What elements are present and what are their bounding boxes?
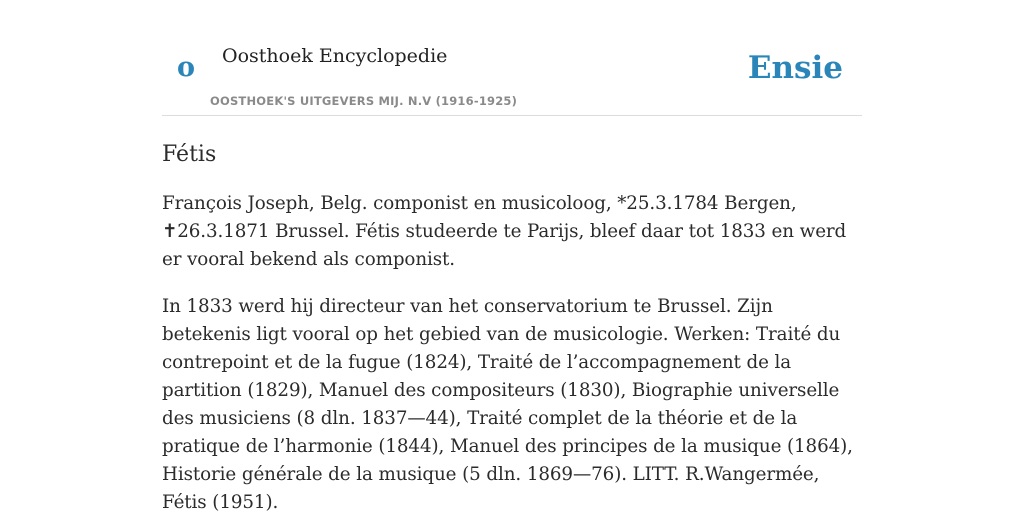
source-logo[interactable]: o: [177, 52, 196, 83]
source-title-link[interactable]: Oosthoek Encyclopedie: [222, 45, 448, 67]
source-publisher: OOSTHOEK'S UITGEVERS MIJ. N.V (1916-1925): [210, 94, 518, 108]
encyclopedia-card: [162, 0, 862, 517]
entry-paragraph: In 1833 werd hij directeur van het conservatorium te Brussel. Zijn betekenis ligt vooral op het gebied van de musicologie. Werken: Traité du contrepoint et de la fugue (1824), Traité de l’accompagnement de la partition (1829), Manuel des compositeurs (1830), Biographie universelle des musiciens (8 dln. 1837—44), Traité complet de la théorie et de la pratique de l’harmonie (1844), Manuel des principes de la musique (1864), Historie générale de la musique (5 dln. 1869—76). LITT. R.Wangermée, Fétis (1951).: [162, 296, 853, 513]
source-header: [162, 0, 862, 116]
entry-title: Fétis: [162, 142, 217, 167]
entry-paragraph: François Joseph, Belg. componist en musicoloog, *25.3.1784 Bergen, ✝26.3.1871 Brussel. Fétis studeerde te Parijs, bleef daar tot 1833 en werd er vooral bekend als componist.: [162, 193, 847, 270]
brand-logo-link[interactable]: Ensie: [747, 50, 843, 86]
